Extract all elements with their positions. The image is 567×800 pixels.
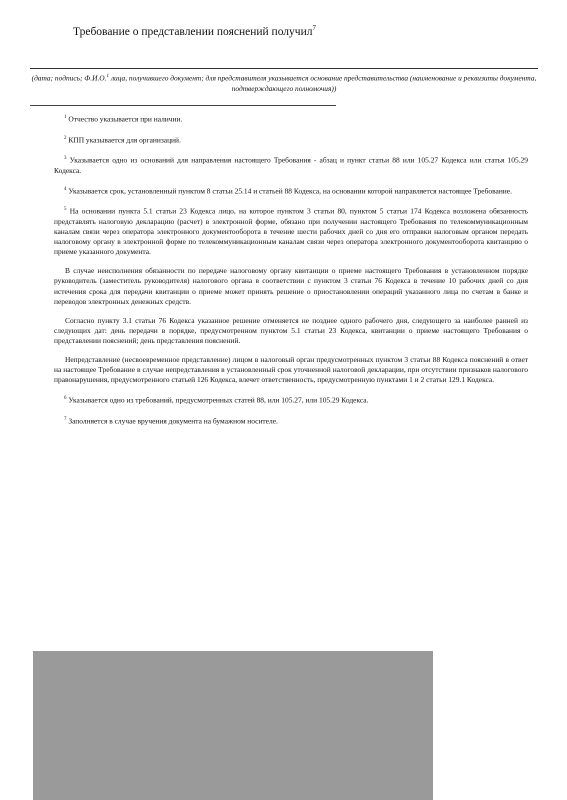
footnote	[54, 154, 528, 176]
footnote-text: В случае неисполнения обязанности по передаче налоговому органу квитанции о приеме настоящего Требования в установленном порядке руководитель (заместитель руководителя) налогового органа в соответствии с пунктом 3 статьи 76 Кодекса в течение 10 рабочих дней со дня истечения срока для передачи квитанции о приеме может принять решение о приостановлении операций указанного лица по счетам в банке и переводов электронных денежных средств.	[54, 266, 528, 306]
footnote-mark: 6	[64, 396, 67, 402]
signature-caption-footnote-mark: 1	[106, 74, 109, 79]
signature-line	[30, 68, 538, 69]
footnote	[54, 134, 528, 146]
receipt-title-footnote-mark: 7	[312, 24, 316, 32]
footnote-text: Заполняется в случае вручения документа на бумажном носителе.	[68, 416, 278, 426]
footnote-separator	[30, 105, 336, 106]
footnote-text: Указывается одно из требований, предусмотренных статей 88, или 105.27, или 105.29 Кодекса.	[68, 395, 369, 405]
footnote-mark: 4	[64, 186, 67, 192]
footnote	[54, 185, 528, 197]
footnote-mark: 1	[64, 115, 67, 120]
signature-caption-part2: лица, получившего документ; для представителя указывается основание представительства (наименование и реквизиты документа, подтверждающего полномочия))	[108, 73, 537, 94]
footnote-text: Согласно пункту 3.1 статьи 76 Кодекса указанное решение отменяется не позднее одного рабочего дня, следующего за наиболее ранней из следующих дат: день передачи в порядке, предусмотренном пунктом 5.1 статьи 23 Кодекса, квитанции о приеме настоящего Требования о представлении пояснений; день представления пояснений.	[54, 315, 528, 345]
footnote-continuation	[54, 316, 528, 346]
footnote	[54, 113, 528, 125]
receipt-title	[73, 24, 316, 38]
footnote-mark: 2	[64, 135, 67, 141]
footnote-continuation	[54, 355, 528, 385]
footnote	[54, 205, 528, 257]
footnote	[54, 415, 528, 427]
footnote-continuation	[54, 266, 528, 306]
footnote-mark: 7	[64, 416, 67, 422]
footnote-text: Указывается срок, установленный пунктом 8 статьи 25.14 и статьей 88 Кодекса, на основании которой направляется настоящее Требование.	[68, 186, 512, 196]
footnote-text: Непредставление (несвоевременное представление) лицом в налоговый орган предусмотренных пунктом 3 статьи 88 Кодекса пояснений в ответ на настоящее Требование в случае непредставления в установленный срок уточненной налоговой декларации, при отсутствии признаков налогового правонарушения, предусмотренного статьей 126 Кодекса, влечет ответственность, предусмотренную пунктами 1 и 2 статьи 129.1 Кодекса.	[54, 355, 528, 385]
footnotes-section	[54, 113, 528, 435]
signature-caption-part1: (дата; подпись; Ф.И.О.	[31, 73, 107, 83]
footnote-text: КПП указывается для организаций.	[68, 135, 181, 145]
footnote-text: Отчество указывается при наличии.	[68, 114, 183, 124]
footnote-text: Указывается одно из оснований для направления настоящего Требования - абзац и пункт статьи 88 или 105.27 Кодекса или статья 105.29 Кодекса.	[54, 155, 528, 175]
receipt-title-text: Требование о представлении пояснений получил	[73, 25, 313, 38]
footnote-mark: 5	[64, 207, 67, 213]
signature-caption	[30, 71, 538, 94]
footnote	[54, 394, 528, 406]
footnote-mark: 3	[64, 156, 67, 162]
gray-placeholder-block	[33, 651, 433, 800]
footnote-text: На основании пункта 5.1 статьи 23 Кодекса лицо, на которое пунктом 3 статьи 80, пунктом 5 статьи 174 Кодекса возложена обязанность представлять налоговую декларацию (расчет) в электронной форме, обязано при получении настоящего Требования по телекоммуникационным каналам связи через оператора электронного документооборота в течение шести рабочих дней со дня его отправки налоговым органом передать налоговому органу в электронной форме по телекоммуникационным каналам связи через оператора электронного документооборота квитанцию о приеме указанного документа.	[54, 206, 529, 257]
